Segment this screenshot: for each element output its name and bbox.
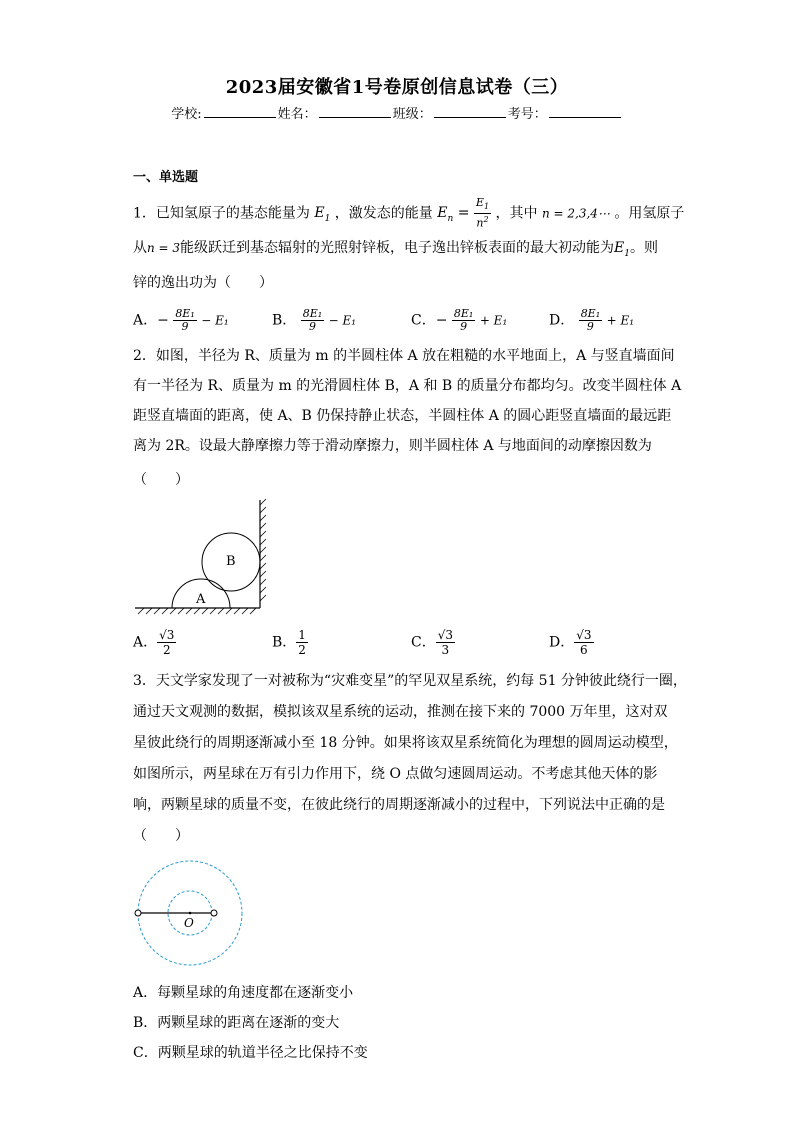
q2-line-2: 有一半径为 R、质量为 m 的光滑圆柱体 B，A 和 B 的质量分布都均匀。改变半圆柱体 A bbox=[133, 378, 682, 394]
ground-hatching bbox=[138, 608, 256, 614]
q1-option-num: 8E₁ bbox=[175, 307, 195, 320]
q2-option-label: D． bbox=[549, 634, 575, 651]
q1-text-b: ，激发态的能量 bbox=[334, 205, 433, 222]
q1-option-num: 8E₁ bbox=[453, 307, 474, 320]
q3-line-2: 通过天文观测的数据，模拟该双星系统的运动，推测在接下来的 7000 万年里，这对双 bbox=[133, 704, 668, 720]
q2-option-fraction bbox=[296, 628, 308, 657]
q1-line-3: 锌的逸出功为（ ） bbox=[133, 275, 273, 291]
q1-option-tail: + E₁ bbox=[479, 313, 508, 328]
number-label: 考号： bbox=[507, 107, 547, 122]
wall-hatching bbox=[260, 499, 266, 601]
q1-option-label: B． bbox=[272, 312, 297, 329]
q2-line-3: 距竖直墙面的距离，使 A、B 仍保持静止状态，半圆柱体 A 的圆心距竖直墙面的最远距 bbox=[133, 408, 672, 424]
q1-en-formula: $E_n$ = $\frac{E_1}{n^2}$ bbox=[437, 196, 490, 230]
q3-line-5: 响，两颗星球的质量不变，在彼此绕行的周期逐渐减小的过程中，下列说法中正确的是 bbox=[133, 797, 665, 813]
q2-option-d bbox=[549, 628, 594, 657]
q1-text-d: 。用氢原子 bbox=[614, 205, 685, 222]
q1-option-sign: − bbox=[157, 312, 169, 329]
q1-option-fraction bbox=[579, 308, 602, 333]
label-a: A bbox=[196, 592, 206, 607]
q1-option-num: 8E₁ bbox=[580, 307, 601, 320]
q2-option-num: √3 bbox=[159, 628, 175, 642]
page-title: 2023届安徽省1号卷原创信息试卷（三） bbox=[225, 77, 569, 98]
student-info-line bbox=[0, 103, 794, 122]
q1-option-a bbox=[133, 308, 229, 333]
q1-option-den: 9 bbox=[460, 320, 468, 333]
class-blank bbox=[434, 105, 506, 118]
section-title: 一、单选题 bbox=[133, 170, 199, 185]
q1-option-tail: − E₁ bbox=[328, 313, 357, 328]
q1-text-f: 能级跃迁到基态辐射的光照射锌板，电子逸出锌板表面的最大初动能为 bbox=[180, 240, 615, 256]
q2-option-fraction bbox=[574, 628, 593, 657]
q2-option-num: √3 bbox=[576, 628, 592, 642]
star-left bbox=[135, 910, 141, 916]
q2-figure bbox=[130, 495, 270, 620]
q2-line-4: 离为 2R。设最大静摩擦力等于滑动摩擦力，则半圆柱体 A 与地面间的动摩擦因数为 bbox=[133, 438, 652, 454]
center-label: O bbox=[184, 916, 194, 930]
q3-line-3: 星彼此绕行的周期逐渐减小至 18 分钟。如果将该双星系统简化为理想的圆周运动模型， bbox=[133, 735, 678, 751]
q2-option-den: 2 bbox=[162, 643, 171, 657]
q3-line-6: （ ） bbox=[133, 828, 189, 844]
q1-option-tail: − E₁ bbox=[201, 313, 229, 328]
q1-option-fraction bbox=[452, 308, 475, 333]
q1-option-c bbox=[411, 308, 507, 333]
q1-option-sign: − bbox=[435, 312, 448, 329]
q2-line-5: （ ） bbox=[133, 472, 189, 488]
q3-option-a: A．每颗星球的角速度都在逐渐变小 bbox=[133, 985, 354, 1001]
q1-option-label: D． bbox=[549, 312, 575, 329]
q1-option-d bbox=[549, 308, 634, 333]
q1-option-fraction bbox=[301, 308, 324, 333]
center-point bbox=[189, 912, 192, 915]
q1-e1: $E_1$ bbox=[314, 205, 331, 225]
q1-option-label: A． bbox=[133, 312, 158, 329]
star-right bbox=[211, 910, 217, 916]
number-blank bbox=[549, 105, 621, 118]
q1-n-values: n = 2,3,4⋯ bbox=[541, 206, 610, 221]
name-blank bbox=[319, 105, 391, 118]
q1-option-den: 9 bbox=[308, 320, 316, 333]
name-label: 姓名： bbox=[277, 107, 317, 122]
q2-option-den: 2 bbox=[298, 643, 306, 657]
label-b: B bbox=[226, 554, 236, 569]
q2-option-label: C． bbox=[411, 634, 436, 651]
school-blank bbox=[204, 105, 276, 118]
q2-option-fraction bbox=[157, 628, 176, 657]
q2-option-den: 3 bbox=[441, 643, 450, 657]
q2-line-1: 2．如图，半径为 R、质量为 m 的半圆柱体 A 放在粗糙的水平地面上，A 与竖直墙面间 bbox=[133, 348, 675, 364]
q2-option-num: 1 bbox=[298, 628, 306, 642]
q1-line-1 bbox=[133, 197, 684, 230]
q3-option-c: C．两颗星球的轨道半径之比保持不变 bbox=[133, 1045, 368, 1061]
q1-text-e: 从 bbox=[133, 240, 147, 256]
q2-option-c bbox=[411, 628, 455, 657]
q1-e1-b: $E_1$ bbox=[614, 240, 631, 259]
q2-option-num: √3 bbox=[437, 628, 453, 642]
q1-option-tail: + E₁ bbox=[606, 313, 635, 328]
q3-line-1: 3．天文学家发现了一对被称为“灾难变星”的罕见双星系统，约每 51 分钟彼此绕行一圈， bbox=[133, 673, 687, 689]
q2-option-a bbox=[133, 628, 176, 657]
q2-option-fraction bbox=[436, 628, 455, 657]
q1-option-label: C． bbox=[411, 312, 436, 329]
q3-line-4: 如图所示，两星球在万有引力作用下，绕 O 点做匀速圆周运动。不考虑其他天体的影 bbox=[133, 766, 658, 782]
q1-text-a: 1．已知氢原子的基态能量为 bbox=[133, 205, 310, 222]
q1-text-g: 。则 bbox=[630, 240, 659, 256]
q1-option-num: 8E₁ bbox=[302, 307, 323, 320]
q3-option-b: B．两颗星球的距离在逐渐的变大 bbox=[133, 1015, 340, 1031]
q1-line-2 bbox=[133, 238, 658, 264]
school-label: 学校: bbox=[171, 107, 202, 122]
q3-figure bbox=[130, 860, 250, 970]
q1-option-den: 9 bbox=[181, 320, 189, 333]
q1-option-fraction bbox=[173, 308, 196, 333]
q2-option-b bbox=[272, 628, 308, 657]
q1-option-den: 9 bbox=[586, 320, 594, 333]
q1-n-level: n = 3 bbox=[147, 241, 181, 255]
q1-option-b bbox=[272, 308, 356, 333]
class-label: 班级： bbox=[392, 107, 432, 122]
q2-option-label: B． bbox=[272, 634, 297, 651]
q2-option-den: 6 bbox=[580, 643, 588, 657]
q2-option-label: A． bbox=[133, 634, 158, 651]
q1-text-c: ，其中 bbox=[495, 205, 538, 222]
